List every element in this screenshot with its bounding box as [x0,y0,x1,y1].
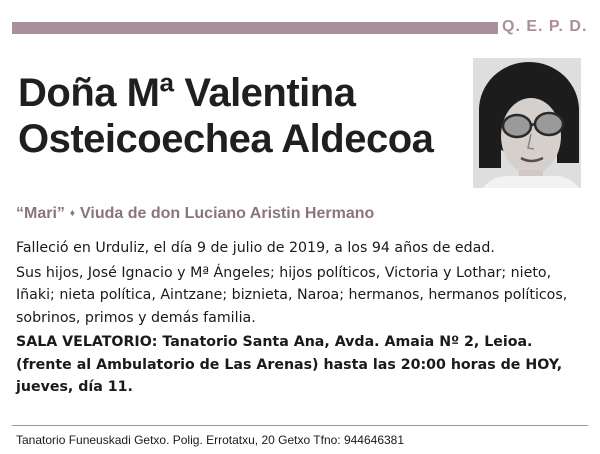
qepd-label: Q. E. P. D. [502,18,588,35]
nickname: “Mari” [16,205,65,222]
footer-divider [12,425,588,426]
footer-contact: Tanatorio Funeuskadi Getxo. Polig. Errotatxu, 20 Getxo Tfno: 944646381 [16,433,405,447]
portrait-photo [473,58,581,188]
deceased-name-line2: Osteicoechea Aldecoa [18,117,434,161]
deceased-name-line1: Doña Mª Valentina [18,71,356,115]
notice-body [16,237,588,401]
family-list: Sus hijos, José Ignacio y Mª Ángeles; hijos políticos, Victoria y Lothar; nieto, Iñaki; nieta política, Aintzane; biznieta, Naroa; hermanos, hermanos políticos, sobrinos, primos y demás familia. [16,264,568,326]
death-notice: Falleció en Urduliz, el día 9 de julio de 2019, a los 94 años de edad. [16,240,495,256]
portrait-illustration [473,58,581,188]
diamond-separator-icon: ♦ [69,208,76,219]
relation: Viuda de don Luciano Aristin Hermano [80,205,375,222]
header-bar [12,22,498,34]
subtitle [16,205,576,223]
deceased-name [18,70,463,162]
wake-info: SALA VELATORIO: Tanatorio Santa Ana, Avda. Amaia Nº 2, Leioa. (frente al Ambulatorio de Las Arenas) hasta las 20:00 horas de HOY, jueves, día 11. [16,334,563,395]
